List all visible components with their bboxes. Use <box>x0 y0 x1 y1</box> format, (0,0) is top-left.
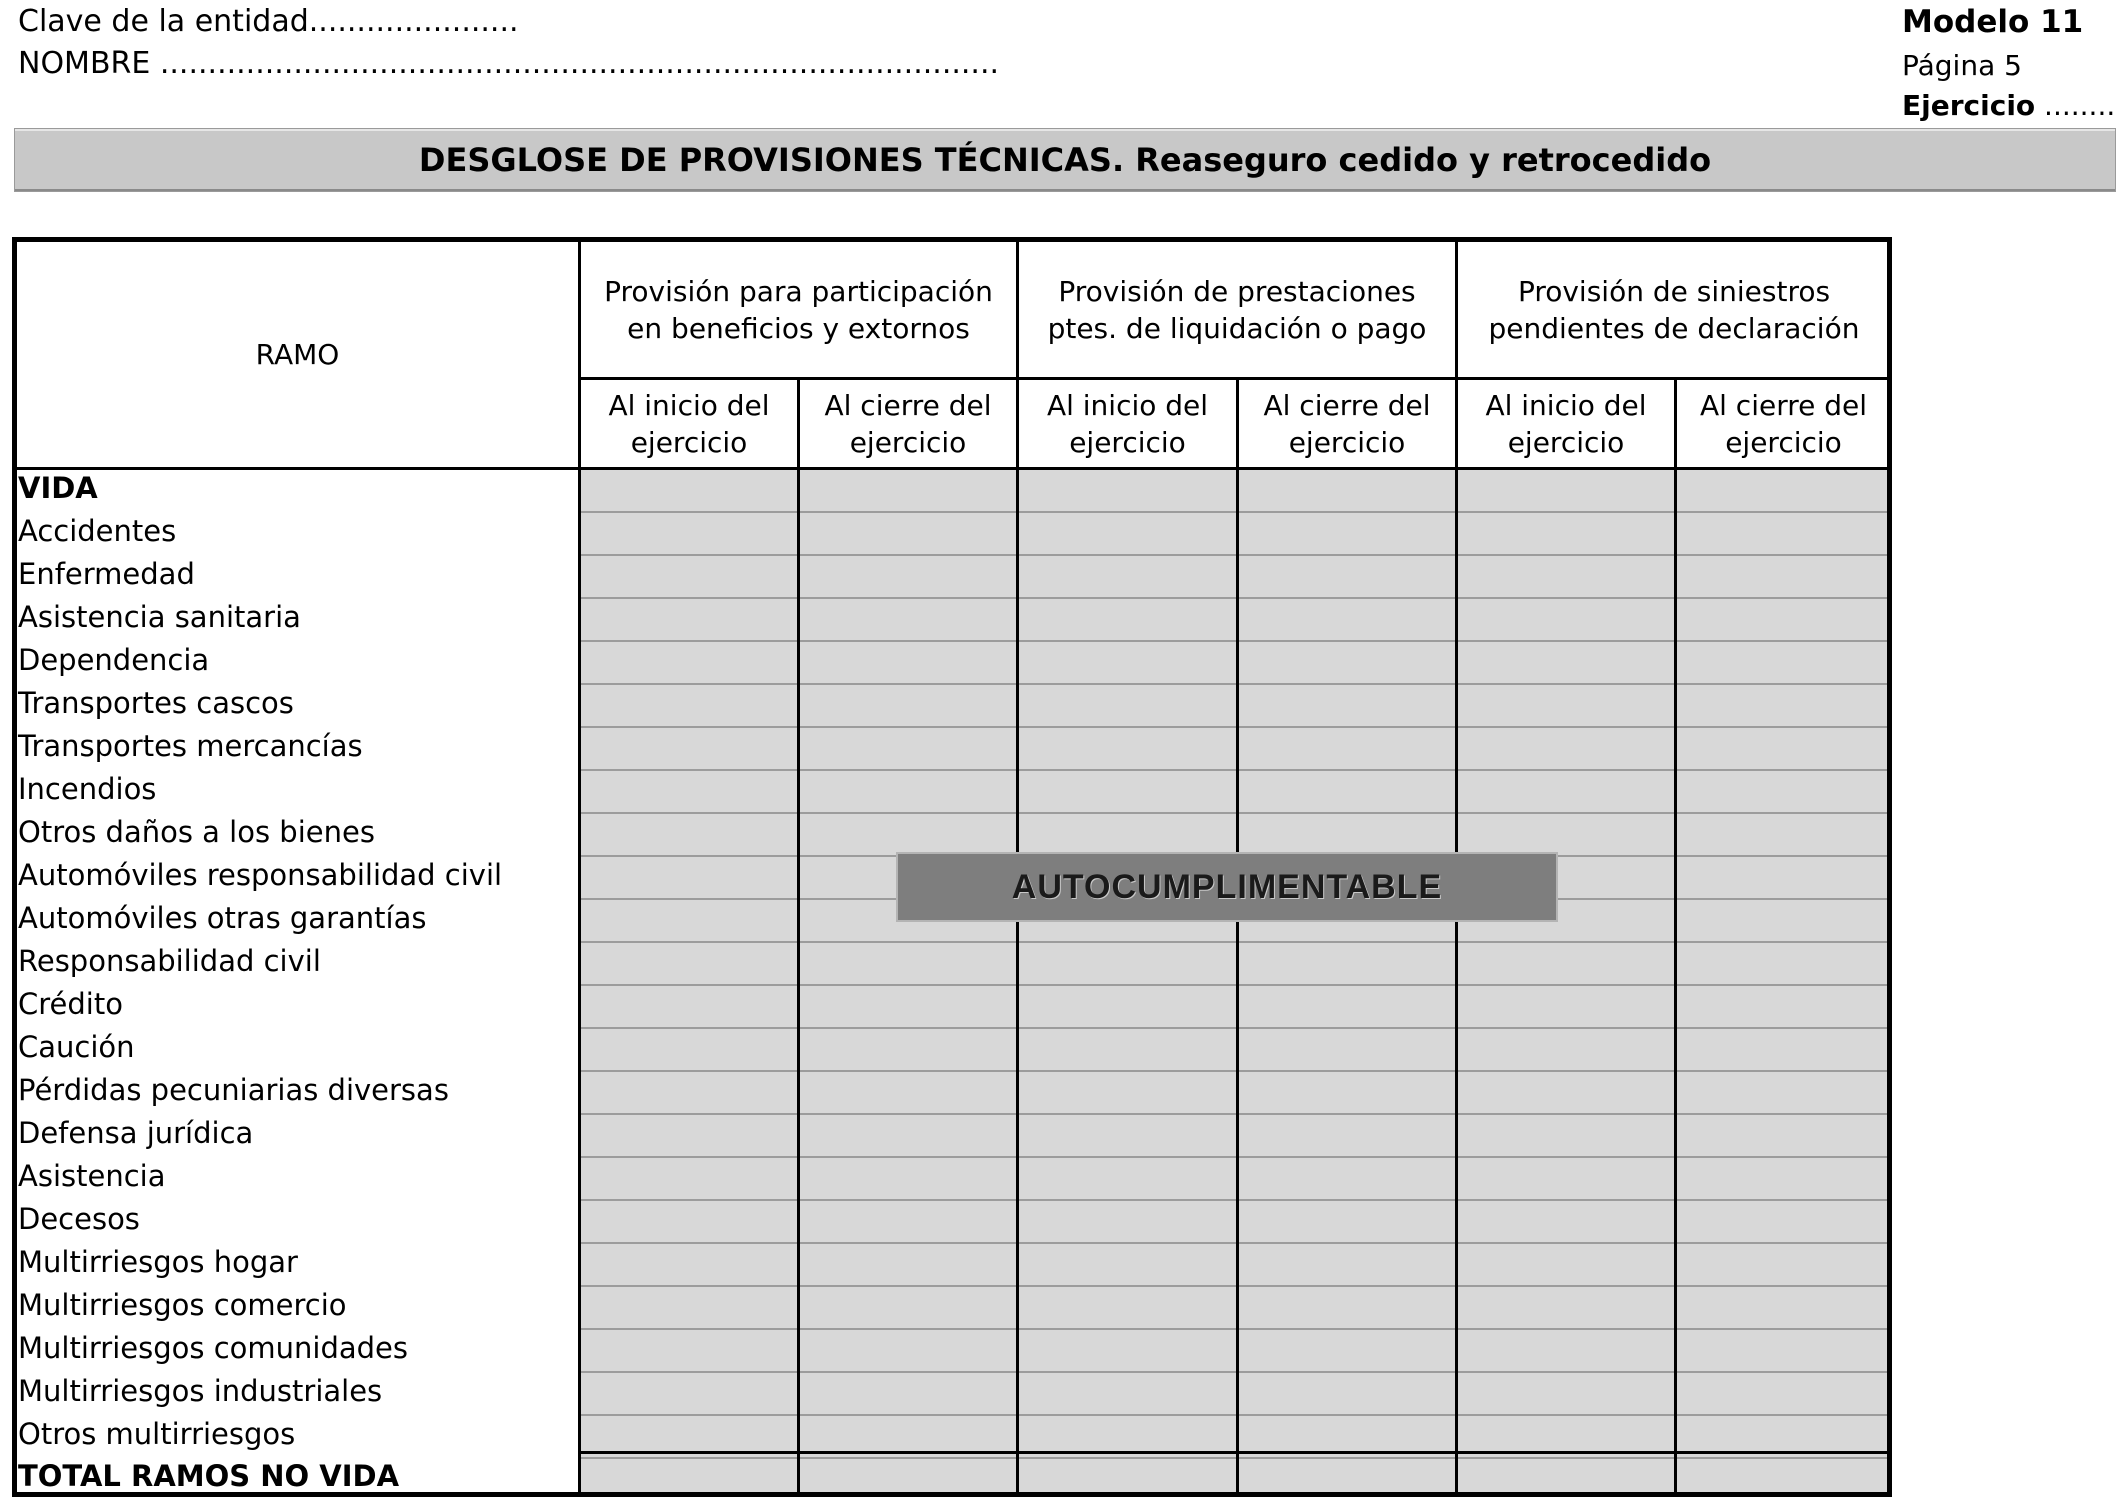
ramo-header-label: RAMO <box>255 338 340 371</box>
row-label: Accidentes <box>18 514 177 548</box>
row-label: Dependencia <box>18 643 210 677</box>
model-number: Modelo 11 <box>1902 4 2084 40</box>
row-label: Defensa jurídica <box>18 1116 254 1150</box>
section-title-banner <box>14 128 2116 192</box>
col-divider <box>797 378 800 1497</box>
row-label: Caución <box>18 1030 135 1064</box>
group-header-participacion <box>581 242 1016 377</box>
row-label: Transportes mercancías <box>18 729 363 763</box>
exercise-dots: ........ <box>2035 89 2116 122</box>
col-divider <box>1236 378 1239 1497</box>
group-header-line: pendientes de declaración <box>1488 311 1860 345</box>
row-label: Multirriesgos industriales <box>18 1374 383 1408</box>
entity-name-field: NOMBRE ........................................................................................ <box>18 46 1000 81</box>
exercise-label: Ejercicio <box>1902 89 2036 122</box>
row-label: Asistencia <box>18 1159 166 1193</box>
row-label: Otros daños a los bienes <box>18 815 375 849</box>
row-label: Otros multirriesgos <box>18 1417 296 1451</box>
page-number: Página 5 <box>1902 49 2022 82</box>
group-header-line: Provisión para participación <box>604 274 993 308</box>
entity-key-field: Clave de la entidad...................... <box>18 4 519 39</box>
group-header-line: en beneficios y extornos <box>627 311 970 345</box>
subheader-line: ejercicio <box>630 425 748 459</box>
row-label: Automóviles responsabilidad civil <box>18 858 503 892</box>
subheader-line: ejercicio <box>1069 425 1186 459</box>
row-label: Automóviles otras garantías <box>18 901 427 935</box>
subheader-line: Al inicio del <box>1485 388 1647 422</box>
subheader-line: ejercicio <box>1725 425 1842 459</box>
subheader-inicio <box>1019 380 1236 467</box>
subheader-line: Al inicio del <box>608 388 770 422</box>
subheader-inicio <box>581 380 797 467</box>
subheader-cierre <box>800 380 1016 467</box>
subheader-inicio <box>1458 380 1674 467</box>
subheader-line: ejercicio <box>849 425 967 459</box>
row-label: Responsabilidad civil <box>18 944 321 978</box>
exercise-field <box>1902 88 2115 124</box>
row-label: Transportes cascos <box>18 686 294 720</box>
subheader-line: ejercicio <box>1288 425 1406 459</box>
section-title: DESGLOSE DE PROVISIONES TÉCNICAS. Reaseguro cedido y retrocedido <box>418 141 1712 179</box>
row-label: Decesos <box>18 1202 140 1236</box>
group-header-line: ptes. de liquidación o pago <box>1047 311 1427 345</box>
subheader-cierre <box>1239 380 1455 467</box>
group-header-prestaciones <box>1019 242 1455 377</box>
autofill-banner <box>896 852 1558 922</box>
group-header-line: Provisión de prestaciones <box>1058 274 1416 308</box>
autofill-label: AUTOCUMPLIMENTABLE <box>1011 867 1443 906</box>
subheader-line: ejercicio <box>1507 425 1625 459</box>
row-label: Asistencia sanitaria <box>18 600 301 634</box>
subheader-line: Al inicio del <box>1046 388 1209 422</box>
row-label: Multirriesgos hogar <box>18 1245 298 1279</box>
row-label: Pérdidas pecuniarias diversas <box>18 1073 449 1107</box>
row-label: Multirriesgos comunidades <box>18 1331 408 1365</box>
col-divider <box>1674 378 1677 1497</box>
header-bottom-line <box>12 467 1892 470</box>
row-label: Incendios <box>18 772 157 806</box>
row-label: Multirriesgos comercio <box>18 1288 347 1322</box>
subheader-line: Al cierre del <box>1263 388 1431 422</box>
subheader-cierre <box>1677 380 1890 467</box>
subheader-line: Al cierre del <box>1699 388 1868 422</box>
ramo-header <box>17 242 578 467</box>
subheader-line: Al cierre del <box>824 388 992 422</box>
row-label: Enfermedad <box>18 557 195 591</box>
row-label-vida: VIDA <box>18 471 98 505</box>
group-header-siniestros <box>1458 242 1890 377</box>
group-header-line: Provisión de siniestros <box>1517 274 1831 308</box>
row-label-total: TOTAL RAMOS NO VIDA <box>18 1459 400 1493</box>
row-label: Crédito <box>18 987 123 1021</box>
total-row-line <box>578 1451 1890 1454</box>
